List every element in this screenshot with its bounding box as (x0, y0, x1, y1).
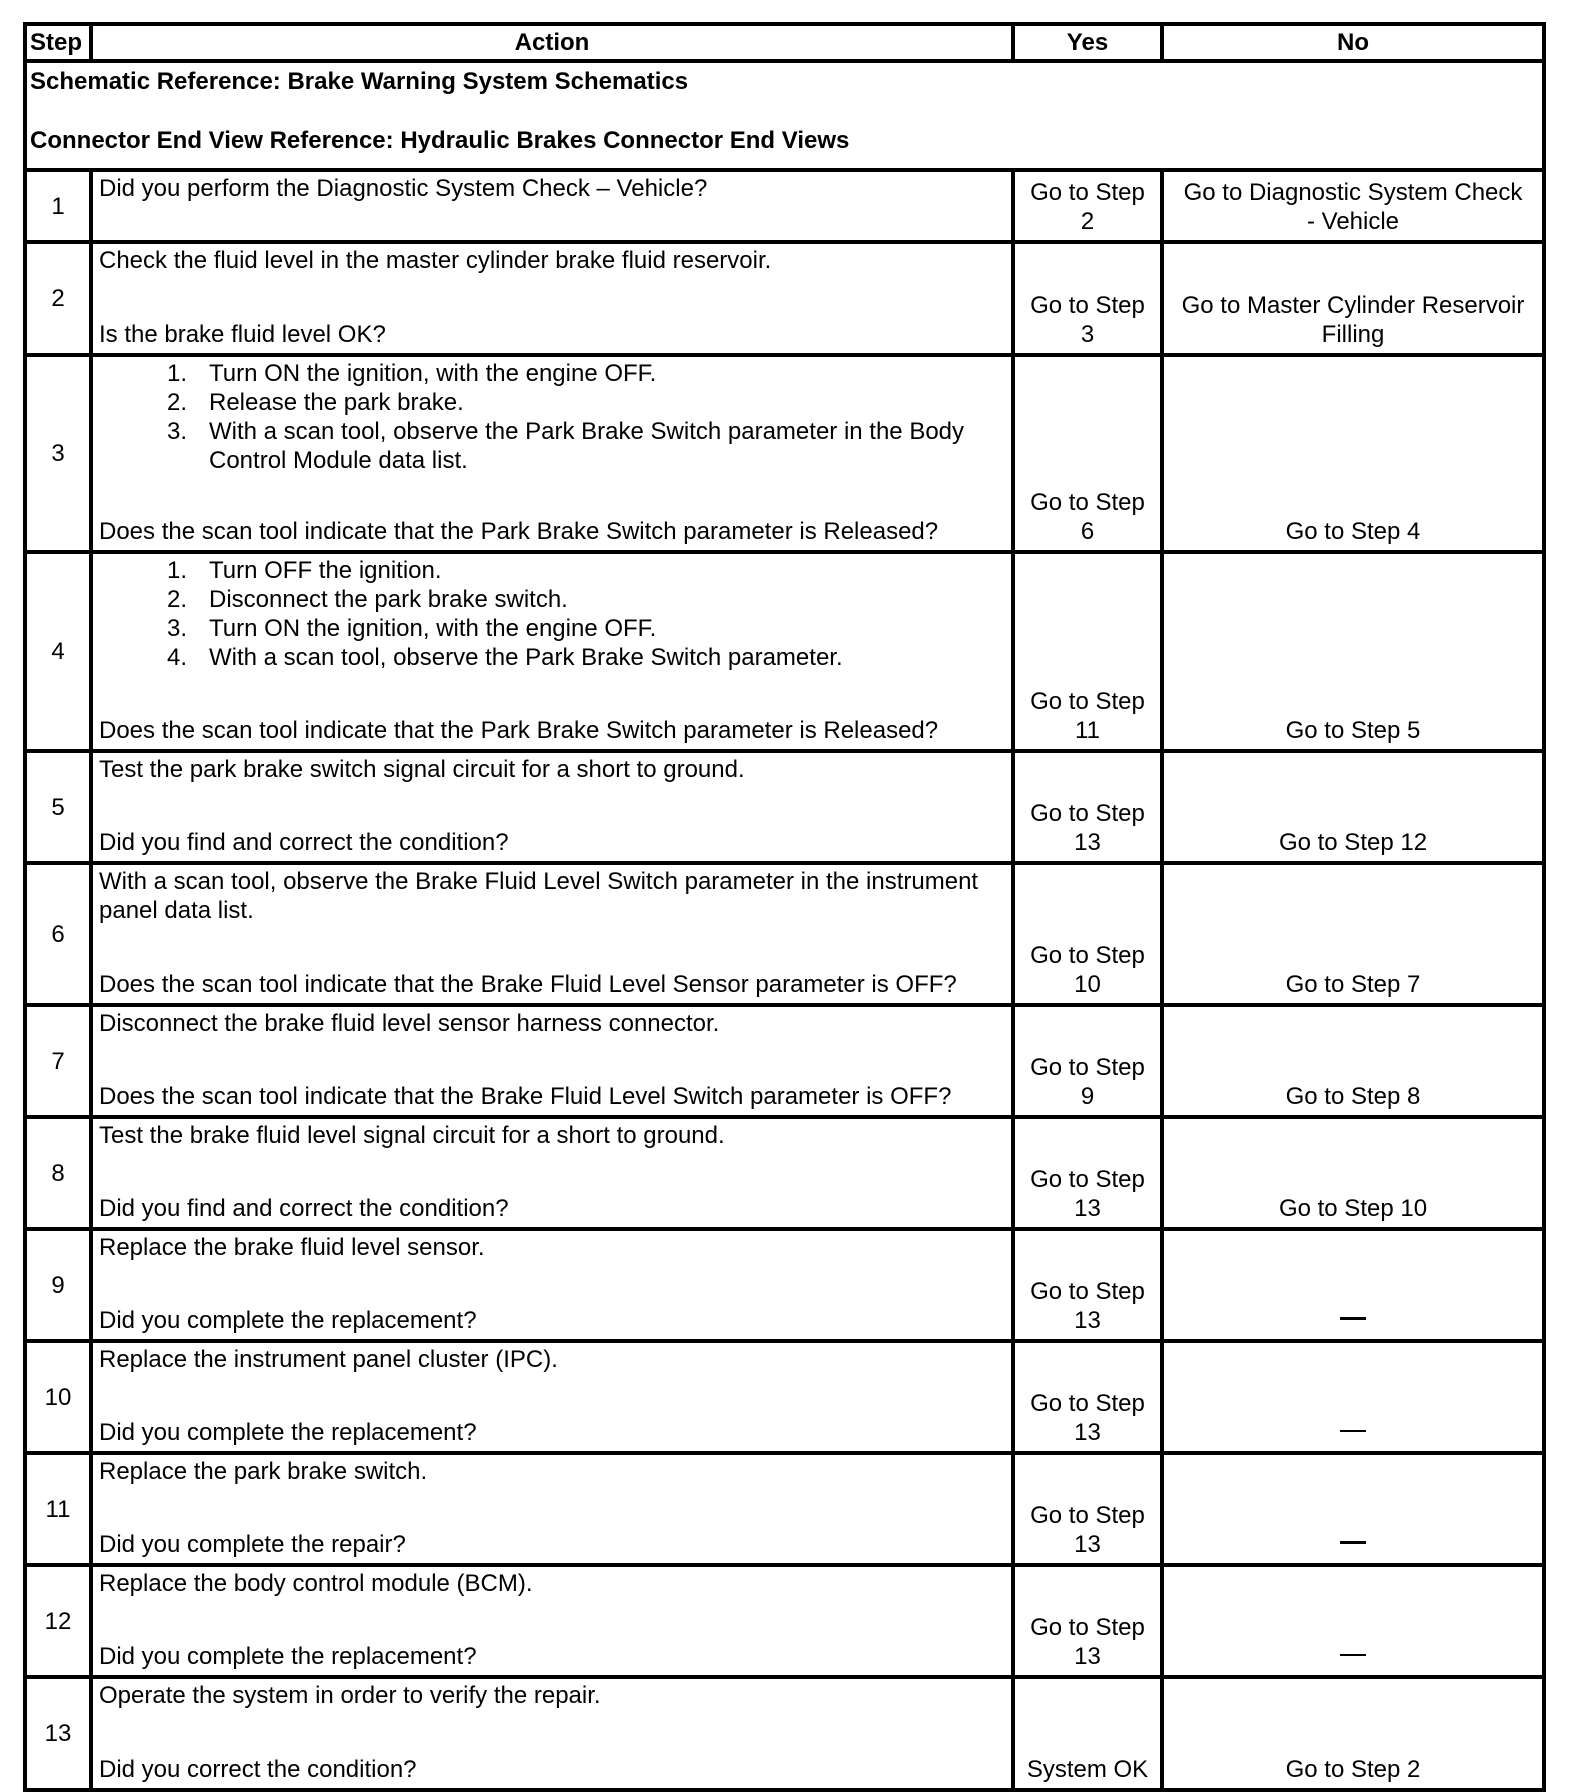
no-result (1162, 1453, 1544, 1565)
substep-item (153, 643, 1005, 672)
yes-label: Go to Step (1030, 1166, 1145, 1193)
action-instruction: Check the fluid level in the master cylinder brake fluid reservoir. (99, 247, 772, 274)
no-label-line: - Vehicle (1306, 208, 1400, 235)
table-row (25, 1341, 1544, 1453)
step-number: 4 (25, 552, 91, 751)
no-label: Go to Step 12 (1278, 829, 1428, 856)
step-number: 13 (25, 1677, 91, 1790)
yes-result (1013, 1229, 1162, 1341)
no-result (1162, 1117, 1544, 1229)
header-row (25, 24, 1544, 61)
substep-item (153, 585, 1005, 614)
yes-result (1013, 1453, 1162, 1565)
no-result (1162, 552, 1544, 751)
step-number: 7 (25, 1005, 91, 1117)
step-number: 1 (25, 170, 91, 242)
yes-step-number: 6 (1080, 518, 1095, 545)
substep-number: 3. (166, 615, 187, 642)
yes-step-number: 13 (1074, 1307, 1101, 1334)
action-question: Did you complete the replacement? (99, 1643, 477, 1670)
substep-number: 3. (166, 418, 187, 445)
em-dash-icon (1340, 1317, 1366, 1320)
yes-result (1013, 552, 1162, 751)
no-result (1162, 1677, 1544, 1790)
substep-text: With a scan tool, observe the Park Brake Switch parameter. (209, 644, 843, 671)
substep-number: 1. (166, 360, 187, 387)
substep-list (99, 556, 1005, 672)
em-dash-icon (1340, 1654, 1366, 1656)
no-label: Go to Step 5 (1285, 717, 1421, 744)
yes-label: System OK (1026, 1756, 1149, 1783)
action-cell (91, 863, 1013, 1005)
step-number: 9 (25, 1229, 91, 1341)
em-dash-icon (1340, 1430, 1366, 1432)
action-instruction: Replace the instrument panel cluster (IPC). (99, 1346, 558, 1373)
table-row (25, 1677, 1544, 1790)
substep-number: 2. (166, 586, 187, 613)
em-dash-icon (1340, 1541, 1366, 1544)
no-label-line: Go to Master Cylinder Reservoir (1181, 292, 1525, 319)
action-cell (91, 170, 1013, 242)
yes-result (1013, 355, 1162, 552)
header-no: No (1162, 24, 1544, 61)
substep-number: 4. (166, 644, 187, 671)
schematic-reference: Schematic Reference: Brake Warning System Schematics (30, 68, 689, 95)
no-label-line: Filling (1321, 321, 1385, 348)
step-number: 11 (25, 1453, 91, 1565)
action-instruction: Operate the system in order to verify the repair. (99, 1682, 601, 1709)
action-question: Did you find and correct the condition? (99, 829, 509, 856)
action-cell (91, 1117, 1013, 1229)
yes-step-number: 10 (1074, 971, 1101, 998)
no-result (1162, 355, 1544, 552)
no-label: Go to Step 2 (1285, 1756, 1421, 1783)
yes-label: Go to Step (1030, 800, 1145, 827)
action-question: Did you correct the condition? (99, 1756, 417, 1783)
yes-label: Go to Step (1030, 1390, 1145, 1417)
yes-result (1013, 1117, 1162, 1229)
step-number: 3 (25, 355, 91, 552)
action-question: Did you complete the replacement? (99, 1307, 477, 1334)
table-row (25, 863, 1544, 1005)
table-row (25, 242, 1544, 355)
yes-result (1013, 751, 1162, 863)
substep-text: Turn OFF the ignition. (209, 557, 442, 584)
substep-item (153, 417, 1005, 475)
no-label: Go to Step 7 (1285, 971, 1421, 998)
action-instruction: Replace the body control module (BCM). (99, 1570, 533, 1597)
no-result (1162, 1341, 1544, 1453)
action-question: Did you complete the repair? (99, 1531, 406, 1558)
action-cell (91, 1677, 1013, 1790)
no-result (1162, 170, 1544, 242)
table-row (25, 751, 1544, 863)
action-cell (91, 242, 1013, 355)
no-label: Go to Step 4 (1285, 518, 1421, 545)
action-question: Does the scan tool indicate that the Park Brake Switch parameter is Released? (99, 518, 939, 545)
yes-label: Go to Step (1030, 942, 1145, 969)
table-row (25, 170, 1544, 242)
yes-result (1013, 1565, 1162, 1677)
no-label: Go to Step 8 (1285, 1083, 1421, 1110)
substep-item (153, 556, 1005, 585)
yes-label: Go to Step (1030, 179, 1145, 206)
table-row (25, 1005, 1544, 1117)
substep-text: With a scan tool, observe the Park Brake Switch parameter in the Body Control Module data list. (209, 418, 965, 474)
substep-item (153, 388, 1005, 417)
action-instruction: Disconnect the brake fluid level sensor harness connector. (99, 1010, 720, 1037)
substep-list (99, 359, 1005, 475)
yes-result (1013, 1005, 1162, 1117)
no-result (1162, 1565, 1544, 1677)
action-question: Does the scan tool indicate that the Brake Fluid Level Switch parameter is OFF? (99, 1083, 952, 1110)
yes-label: Go to Step (1030, 1614, 1145, 1641)
action-cell (91, 1341, 1013, 1453)
no-result (1162, 863, 1544, 1005)
yes-step-number: 13 (1074, 829, 1101, 856)
substep-text: Turn ON the ignition, with the engine OFF. (209, 360, 657, 387)
yes-label: Go to Step (1030, 292, 1145, 319)
action-instruction: Test the park brake switch signal circuit for a short to ground. (99, 756, 745, 783)
step-number: 5 (25, 751, 91, 863)
action-cell (91, 355, 1013, 552)
action-cell (91, 1005, 1013, 1117)
reference-row (25, 61, 1544, 170)
yes-result (1013, 242, 1162, 355)
step-number: 12 (25, 1565, 91, 1677)
action-question: Is the brake fluid level OK? (99, 321, 386, 348)
action-instruction: Did you perform the Diagnostic System Check – Vehicle? (99, 175, 708, 202)
substep-item (153, 359, 1005, 388)
step-number: 2 (25, 242, 91, 355)
no-result (1162, 1005, 1544, 1117)
table-row (25, 355, 1544, 552)
action-instruction: Test the brake fluid level signal circuit for a short to ground. (99, 1122, 725, 1149)
yes-step-number: 13 (1074, 1195, 1101, 1222)
substep-number: 2. (166, 389, 187, 416)
step-number: 10 (25, 1341, 91, 1453)
action-question: Does the scan tool indicate that the Brake Fluid Level Sensor parameter is OFF? (99, 971, 957, 998)
header-step: Step (25, 24, 91, 61)
table-row (25, 1117, 1544, 1229)
header-yes: Yes (1013, 24, 1162, 61)
action-cell (91, 552, 1013, 751)
yes-label: Go to Step (1030, 1054, 1145, 1081)
table-row (25, 1565, 1544, 1677)
yes-step-number: 13 (1074, 1531, 1101, 1558)
action-question: Did you complete the replacement? (99, 1419, 477, 1446)
yes-step-number: 3 (1080, 321, 1095, 348)
yes-result (1013, 170, 1162, 242)
action-instruction: With a scan tool, observe the Brake Fluid Level Switch parameter in the instrument panel data list. (99, 868, 979, 924)
connector-reference: Connector End View Reference: Hydraulic Brakes Connector End Views (30, 127, 850, 154)
table-row (25, 1229, 1544, 1341)
no-result (1162, 242, 1544, 355)
header-action: Action (91, 24, 1013, 61)
diagnostic-table (23, 22, 1546, 1792)
no-label: Go to Step 10 (1278, 1195, 1428, 1222)
action-question: Does the scan tool indicate that the Park Brake Switch parameter is Released? (99, 717, 939, 744)
step-number: 8 (25, 1117, 91, 1229)
substep-text: Disconnect the park brake switch. (209, 586, 568, 613)
yes-step-number: 13 (1074, 1419, 1101, 1446)
substep-item (153, 614, 1005, 643)
table-row (25, 552, 1544, 751)
action-instruction: Replace the brake fluid level sensor. (99, 1234, 485, 1261)
yes-result (1013, 1341, 1162, 1453)
no-result (1162, 751, 1544, 863)
action-cell (91, 1565, 1013, 1677)
action-cell (91, 751, 1013, 863)
yes-step-number: 13 (1074, 1643, 1101, 1670)
action-question: Did you find and correct the condition? (99, 1195, 509, 1222)
yes-step-number: 11 (1075, 717, 1100, 744)
yes-label: Go to Step (1030, 489, 1145, 516)
substep-text: Release the park brake. (209, 389, 464, 416)
action-instruction: Replace the park brake switch. (99, 1458, 428, 1485)
substep-number: 1. (166, 557, 187, 584)
action-cell (91, 1453, 1013, 1565)
step-number: 6 (25, 863, 91, 1005)
yes-label: Go to Step (1030, 688, 1145, 715)
action-cell (91, 1229, 1013, 1341)
substep-text: Turn ON the ignition, with the engine OFF. (209, 615, 657, 642)
yes-result (1013, 1677, 1162, 1790)
reference-cell (25, 61, 1544, 170)
yes-step-number: 9 (1080, 1083, 1095, 1110)
yes-step-number: 2 (1080, 208, 1095, 235)
yes-result (1013, 863, 1162, 1005)
no-result (1162, 1229, 1544, 1341)
yes-label: Go to Step (1030, 1278, 1145, 1305)
no-label-line: Go to Diagnostic System Check (1183, 179, 1523, 206)
table-row (25, 1453, 1544, 1565)
yes-label: Go to Step (1030, 1502, 1145, 1529)
